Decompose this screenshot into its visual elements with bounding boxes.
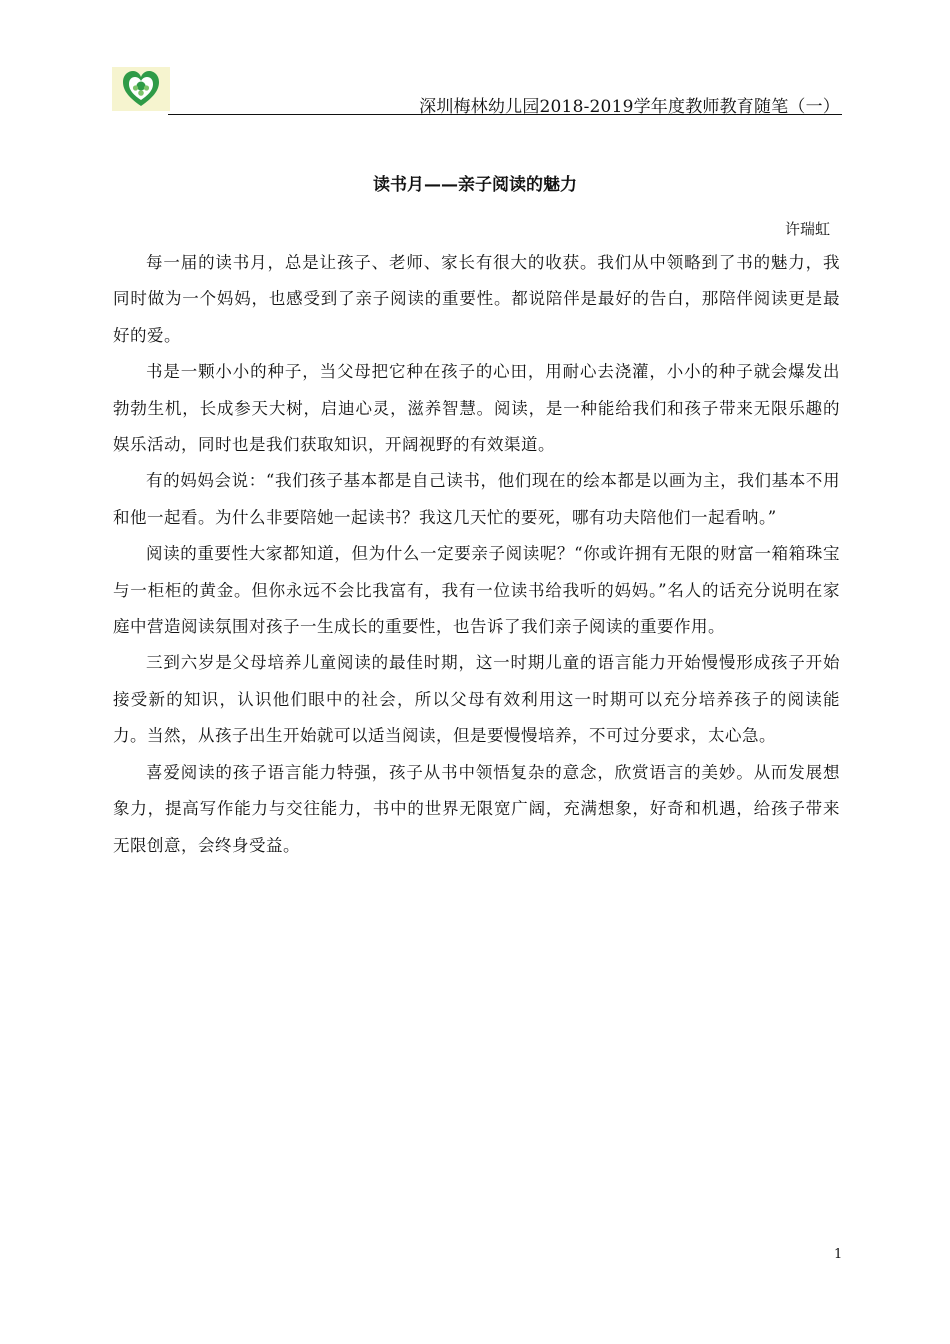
article-title: 读书月——亲子阅读的魅力	[373, 175, 577, 195]
paragraph: 阅读的重要性大家都知道，但为什么一定要亲子阅读呢？“你或许拥有无限的财富一箱箱珠宝与一柜柜的黄金。但你永远不会比我富有，我有一位读书给我听的妈妈。”名人的话充分说明在家庭中营造阅读氛围对孩子一生成长的重要性，也告诉了我们亲子阅读的重要作用。	[113, 544, 840, 637]
page-number: 1	[834, 1247, 843, 1262]
paragraph: 有的妈妈会说：“我们孩子基本都是自己读书，他们现在的绘本都是以画为主，我们基本不用和他一起看。为什么非要陪她一起读书？我这几天忙的要死，哪有功夫陪他们一起看呐。”	[113, 471, 840, 527]
paragraph: 三到六岁是父母培养儿童阅读的最佳时期，这一时期儿童的语言能力开始慢慢形成孩子开始接受新的知识，认识他们眼中的社会，所以父母有效利用这一时期可以充分培养孩子的阅读能力。当然，从孩子出生开始就可以适当阅读，但是要慢慢培养，不可过分要求，太心急。	[113, 653, 840, 746]
kindergarten-heart-logo-icon	[121, 69, 161, 109]
paragraph: 喜爱阅读的孩子语言能力特强，孩子从书中领悟复杂的意念，欣赏语言的美妙。从而发展想象力，提高写作能力与交往能力，书中的世界无限宽广阔，充满想象，好奇和机遇，给孩子带来无限创意，会终身受益。	[113, 762, 840, 855]
kindergarten-logo	[112, 67, 170, 111]
header-divider	[168, 114, 842, 115]
paragraph: 书是一颗小小的种子，当父母把它种在孩子的心田，用耐心去浇灌，小小的种子就会爆发出勃勃生机，长成参天大树，启迪心灵，滋养智慧。阅读，是一种能给我们和孩子带来无限乐趣的娱乐活动，同时也是我们获取知识，开阔视野的有效渠道。	[113, 362, 840, 455]
article-body	[113, 245, 840, 864]
paragraph: 每一届的读书月，总是让孩子、老师、家长有很大的收获。我们从中领略到了书的魅力，我同时做为一个妈妈，也感受到了亲子阅读的重要性。都说陪伴是最好的告白，那陪伴阅读更是最好的爱。	[113, 253, 840, 345]
article-author: 许瑞虹	[784, 220, 830, 238]
document-header-title: 深圳梅林幼儿园2018-2019学年度教师教育随笔（一）	[419, 97, 840, 117]
